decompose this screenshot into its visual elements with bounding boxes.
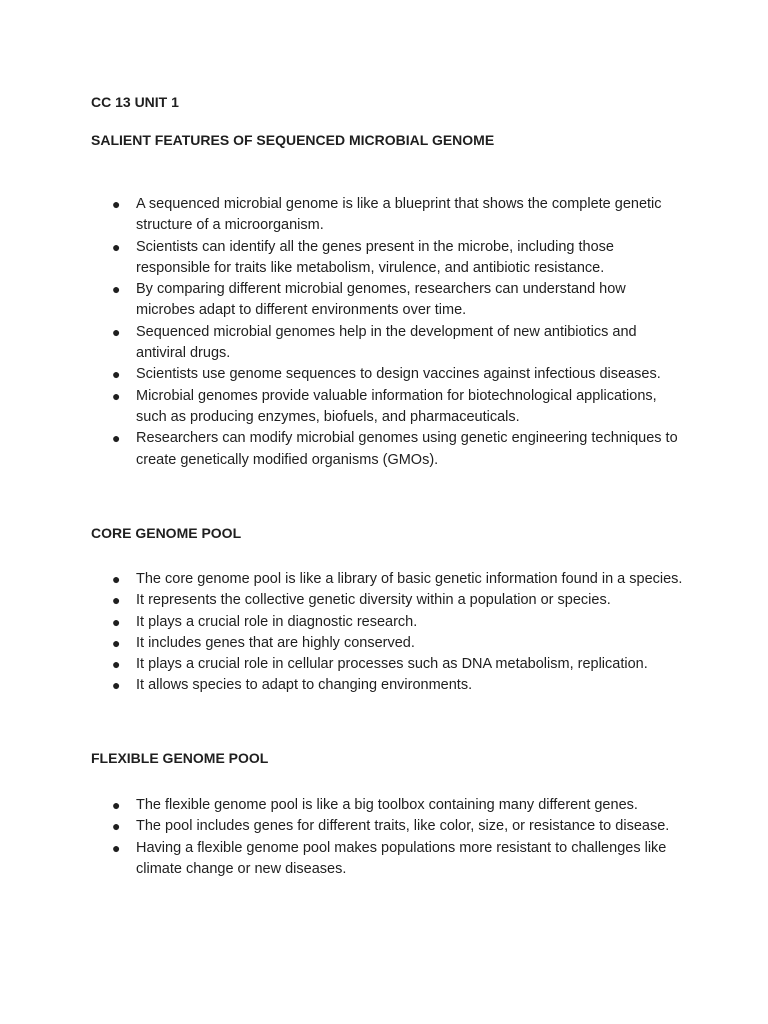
list-item-text: Scientists use genome sequences to design vaccines against infectious diseases. [136,366,661,383]
list-item [0,633,768,654]
list-item [0,428,768,471]
bullet-icon: ● [112,430,121,447]
bullet-icon: ● [112,656,121,673]
list-item-text: The flexible genome pool is like a big toolbox containing many different genes. [136,797,638,813]
bullet-icon: ● [112,571,121,587]
list-item-text: It represents the collective genetic diversity within a population or species. [136,592,611,609]
list-item [0,838,768,881]
list-item [0,194,768,237]
unit-title: CC 13 UNIT 1 [91,94,179,110]
bullet-icon: ● [112,797,121,813]
bullet-icon: ● [112,613,121,630]
list-item-text: It includes genes that are highly conserved. [136,634,415,651]
bullet-icon: ● [112,238,121,255]
list-item-text: It allows species to adapt to changing environments. [136,677,473,694]
list-item-text: By comparing different microbial genomes, researchers can understand how microbes adapt to different environments over time. [136,281,626,319]
list-item [0,612,768,633]
list-item-text: Having a flexible genome pool makes populations more resistant to challenges like climate change or new diseases. [136,839,667,877]
list-item-text: Scientists can identify all the genes present in the microbe, including those responsible for traits like metabolism, virulence, and antibiotic resistance. [136,238,614,276]
list-item-text: Microbial genomes provide valuable information for biotechnological applications, such as producing enzymes, biofuels, and pharmaceuticals. [136,387,657,425]
list-item [0,322,768,365]
core-genome-pool-list [0,569,768,697]
bullet-icon: ● [112,366,121,383]
bullet-icon: ● [112,281,121,298]
list-item [0,237,768,280]
list-item-text: The core genome pool is like a library of basic genetic information found in a species. [136,571,683,587]
list-item [0,816,768,837]
list-item-text: It plays a crucial role in cellular processes such as DNA metabolism, replication. [136,656,648,673]
bullet-icon: ● [112,634,121,651]
bullet-icon: ● [112,818,121,835]
bullet-icon: ● [112,677,121,694]
bullet-icon: ● [112,387,121,404]
section-heading-salient-features: SALIENT FEATURES OF SEQUENCED MICROBIAL GENOME [91,132,495,148]
salient-features-list [0,194,768,471]
section-heading-flexible-genome-pool: FLEXIBLE GENOME POOL [91,750,269,766]
list-item [0,569,768,590]
list-item [0,795,768,816]
list-item-text: It plays a crucial role in diagnostic research. [136,613,418,630]
bullet-icon: ● [112,196,121,212]
bullet-icon: ● [112,592,121,609]
list-item-text: Researchers can modify microbial genomes using genetic engineering techniques to create genetically modified organisms (GMOs). [136,430,678,468]
list-item [0,279,768,322]
section-heading-core-genome-pool: CORE GENOME POOL [91,525,242,541]
list-item-text: Sequenced microbial genomes help in the development of new antibiotics and antiviral drugs. [136,323,637,362]
list-item [0,386,768,429]
list-item [0,654,768,675]
list-item [0,590,768,611]
list-item [0,675,768,696]
list-item-text: The pool includes genes for different traits, like color, size, or resistance to disease. [136,818,670,835]
bullet-icon: ● [112,839,121,856]
list-item [0,364,768,385]
flexible-genome-pool-list [0,795,768,880]
bullet-icon: ● [112,323,121,340]
list-item-text: A sequenced microbial genome is like a blueprint that shows the complete genetic structure of a microorganism. [136,196,662,234]
